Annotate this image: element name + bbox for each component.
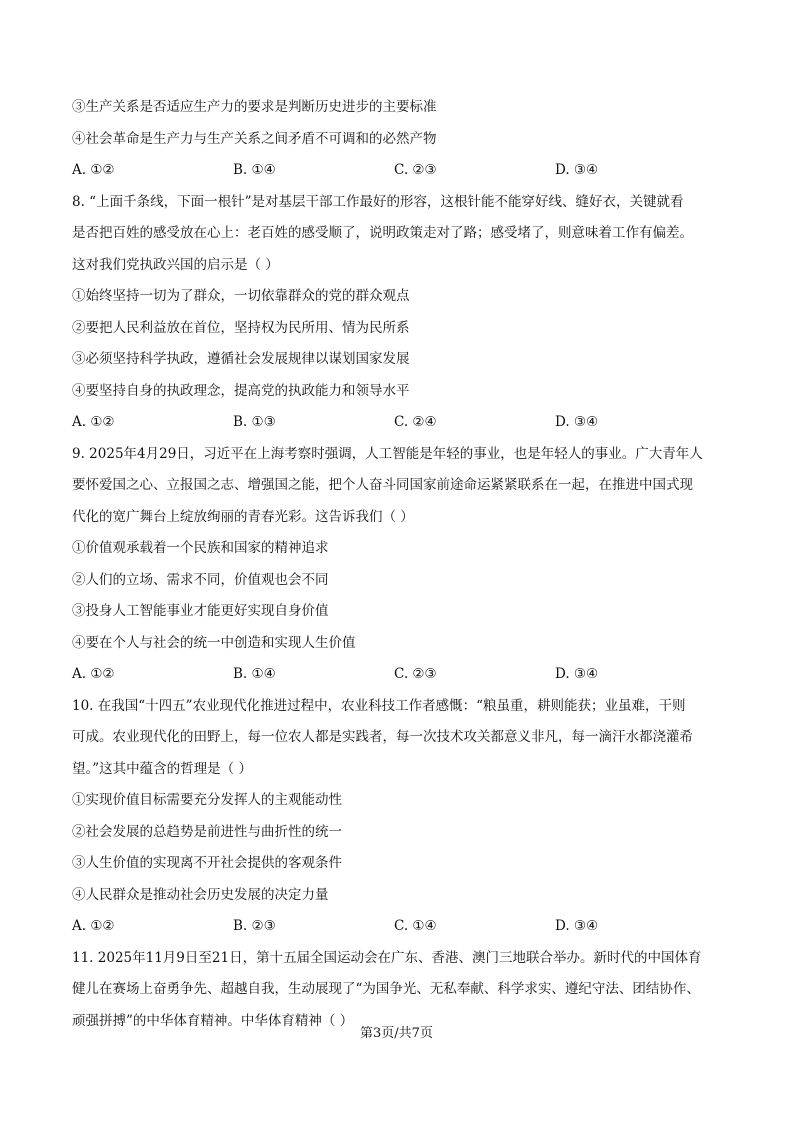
q9-statement-1: ①价值观承载着一个民族和国家的精神追求 — [72, 540, 329, 556]
q8-stem-line-2: 是否把百姓的感受放在心上：老百姓的感受顺了，说明政策走对了路；感受堵了，则意味着工作有偏差。 — [72, 225, 693, 241]
q9-statement-4: ④要在个人与社会的统一中创造和实现人生价值 — [72, 634, 356, 651]
q7-statement-3: ③生产关系是否适应生产力的要求是判断历史进步的主要标准 — [72, 99, 437, 115]
q10-stem-line-3: 望。”这其中蕴含的哲理是（ ） — [72, 760, 252, 777]
q11-stem-line-1: 11. 2025年11月9日至21日，第十五届全国运动会在广东、香港、澳门三地联合举办。新时代的中国体育 — [72, 949, 702, 966]
q11-stem-line-2: 健儿在赛场上奋勇争先、超越自我，生动展现了“为国争光、无私奉献、科学求实、遵纪守法、团结协作、 — [72, 981, 700, 997]
q8-statement-2: ②要把人民利益放在首位，坚持权为民所用、情为民所系 — [72, 319, 410, 336]
q8-stem-line-1: 8. “上面千条线，下面一根针”是对基层干部工作最好的形容，这根针能不能穿好线、缝好衣，关键就看 — [72, 193, 684, 210]
q7-option-c: C. ②③ — [394, 162, 437, 178]
q10-statement-4: ④人民群众是推动社会历史发展的决定力量 — [72, 886, 329, 903]
q8-stem-line-3: 这对我们党执政兴国的启示是（ ） — [72, 256, 279, 273]
page-content — [72, 92, 732, 1037]
q11-stem-line-3: 顽强拼搏”的中华体育精神。中华体育精神（ ） — [72, 1012, 354, 1029]
q10-option-d: D. ③④ — [555, 918, 599, 934]
q9-statement-3: ③投身人工智能事业才能更好实现自身价值 — [72, 603, 329, 619]
q10-stem-line-2: 可成。农业现代化的田野上，每一位农人都是实践者，每一次技术攻关都意义非凡，每一滴汗水都浇灌希 — [72, 729, 693, 745]
page-footer: 第3页/共7页 — [360, 1026, 433, 1041]
q8-options — [72, 407, 732, 439]
q9-options — [72, 659, 732, 691]
q8-option-a: A. ①② — [72, 414, 115, 430]
q8-option-c: C. ②④ — [394, 414, 437, 430]
q8-option-d: D. ③④ — [555, 414, 599, 430]
q10-statement-2: ②社会发展的总趋势是前进性与曲折性的统一 — [72, 823, 342, 840]
q9-option-b: B. ①④ — [233, 666, 276, 682]
q9-stem-line-1: 9. 2025年4月29日，习近平在上海考察时强调，人工智能是年轻的事业，也是年轻人的事业。广大青年人 — [72, 445, 703, 462]
q8-statement-4: ④要坚持自身的执政理念，提高党的执政能力和领导水平 — [72, 382, 410, 399]
q10-option-b: B. ②③ — [233, 918, 276, 934]
q8-option-b: B. ①③ — [233, 414, 276, 430]
q9-option-c: C. ②③ — [394, 666, 437, 682]
q10-option-c: C. ①④ — [394, 918, 437, 934]
q10-option-a: A. ①② — [72, 918, 115, 934]
q8-statement-3: ③必须坚持科学执政，遵循社会发展规律以谋划国家发展 — [72, 351, 410, 367]
q7-option-b: B. ①④ — [233, 162, 276, 178]
q9-option-a: A. ①② — [72, 666, 115, 682]
q8-statement-1: ①始终坚持一切为了群众，一切依靠群众的党的群众观点 — [72, 288, 410, 304]
q7-option-d: D. ③④ — [555, 162, 599, 178]
q10-statement-3: ③人生价值的实现离不开社会提供的客观条件 — [72, 855, 342, 871]
q10-stem-line-1: 10. 在我国“十四五”农业现代化推进过程中，农业科技工作者感慨：“粮虽重，耕则能获；业虽难，干则 — [72, 697, 686, 714]
q7-options — [72, 155, 732, 187]
q7-option-a: A. ①② — [72, 162, 115, 178]
q9-stem-line-2: 要怀爱国之心、立报国之志、增强国之能，把个人奋斗同国家前途命运紧紧联系在一起，在推进中国式现 — [72, 477, 693, 493]
q10-options — [72, 911, 732, 943]
q9-option-d: D. ③④ — [555, 666, 599, 682]
q9-stem-line-3: 代化的宽广舞台上绽放绚丽的青春光彩。这告诉我们（ ） — [72, 508, 414, 525]
q7-statement-4: ④社会革命是生产力与生产关系之间矛盾不可调和的必然产物 — [72, 130, 437, 147]
q9-statement-2: ②人们的立场、需求不同，价值观也会不同 — [72, 571, 329, 588]
q10-statement-1: ①实现价值目标需要充分发挥人的主观能动性 — [72, 792, 342, 808]
